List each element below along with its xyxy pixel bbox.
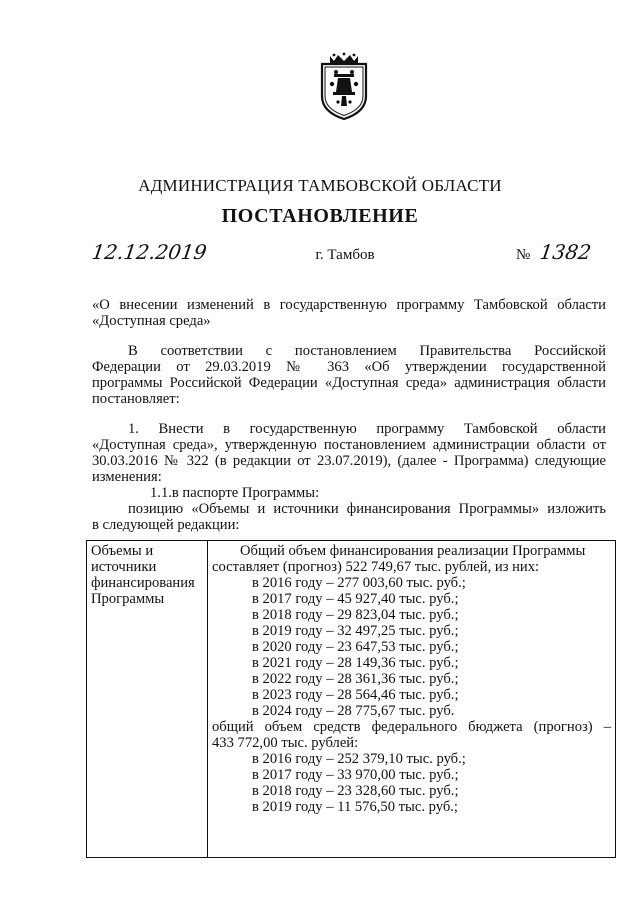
organization-title: АДМИНИСТРАЦИЯ ТАМБОВСКОЙ ОБЛАСТИ	[138, 176, 502, 195]
city: г. Тамбов	[315, 247, 375, 263]
subject-line: «Доступная среда»	[92, 313, 211, 329]
label-line: финансирования	[91, 575, 195, 591]
year-line: в 2017 году – 33 970,00 тыс. руб.;	[252, 767, 459, 783]
preamble-paragraph	[92, 343, 606, 407]
subject-line: «О внесении изменений в государственную программу Тамбовской области	[92, 297, 606, 313]
value-line: составляет (прогноз) 522 749,67 тыс. рублей, из них:	[212, 559, 540, 575]
year-line: в 2021 году – 28 149,36 тыс. руб.;	[252, 655, 459, 671]
paragraph-line: В соответствии с постановлением Правительства Российской	[128, 343, 606, 359]
label-line: источники	[91, 559, 157, 575]
year-line: в 2018 году – 29 823,04 тыс. руб.;	[252, 607, 459, 623]
paragraph-line: программы Российской Федерации «Доступная среда» администрация области	[92, 375, 606, 391]
label-line: Программы	[91, 591, 165, 607]
value-line: Общий объем финансирования реализации Программы	[240, 543, 586, 559]
paragraph-line: позицию «Объемы и источники финансирования Программы» изложить	[128, 501, 606, 517]
year-line: в 2018 году – 23 328,60 тыс. руб.;	[252, 783, 459, 799]
year-line: в 2022 году – 28 361,36 тыс. руб.;	[252, 671, 459, 687]
paragraph-line: 30.03.2016 № 322 (в редакции от 23.07.2019), (далее - Программа) следующие	[92, 453, 606, 469]
paragraph-line: в следующей редакции:	[92, 517, 240, 533]
subitem-1-1: 1.1.в паспорте Программы:	[150, 485, 320, 501]
paragraph-line: «Доступная среда», утвержденную постановлением администрации области от	[92, 437, 606, 453]
year-line: в 2024 году – 28 775,67 тыс. руб.	[252, 703, 455, 719]
paragraph-line: Федерации от 29.03.2019 № 363 «Об утверждении государственной	[92, 359, 606, 375]
handwritten-number: 1382	[538, 240, 593, 264]
year-line: в 2017 году – 45 927,40 тыс. руб.;	[252, 591, 459, 607]
value-line: 433 772,00 тыс. рублей:	[212, 735, 359, 751]
year-line: в 2019 году – 32 497,25 тыс. руб.;	[252, 623, 459, 639]
financing-table	[86, 540, 616, 858]
value-line: общий объем средств федерального бюджета (прогноз) –	[212, 719, 611, 735]
year-line: в 2016 году – 252 379,10 тыс. руб.;	[252, 751, 466, 767]
year-line: в 2023 году – 28 564,46 тыс. руб.;	[252, 687, 459, 703]
document-subject	[92, 297, 606, 329]
table-row	[87, 541, 616, 858]
year-line: в 2016 году – 277 003,60 тыс. руб.;	[252, 575, 466, 591]
table-label-cell	[87, 541, 208, 858]
document-type: ПОСТАНОВЛЕНИЕ	[221, 205, 419, 227]
paragraph-line: изменения:	[92, 469, 162, 485]
paragraph-line: 1. Внести в государственную программу Тамбовской области	[128, 421, 606, 437]
handwritten-date: 12.12.2019	[90, 240, 209, 264]
label-line: Объемы и	[91, 543, 154, 559]
position-paragraph	[92, 501, 606, 533]
item-1-paragraph	[92, 421, 606, 485]
coat-of-arms-icon	[316, 52, 372, 122]
year-line: в 2019 году – 11 576,50 тыс. руб.;	[252, 799, 458, 815]
table-value-cell	[208, 541, 616, 858]
paragraph-line: постановляет:	[92, 391, 180, 407]
number-label: №	[516, 247, 531, 263]
year-line: в 2020 году – 23 647,53 тыс. руб.;	[252, 639, 459, 655]
